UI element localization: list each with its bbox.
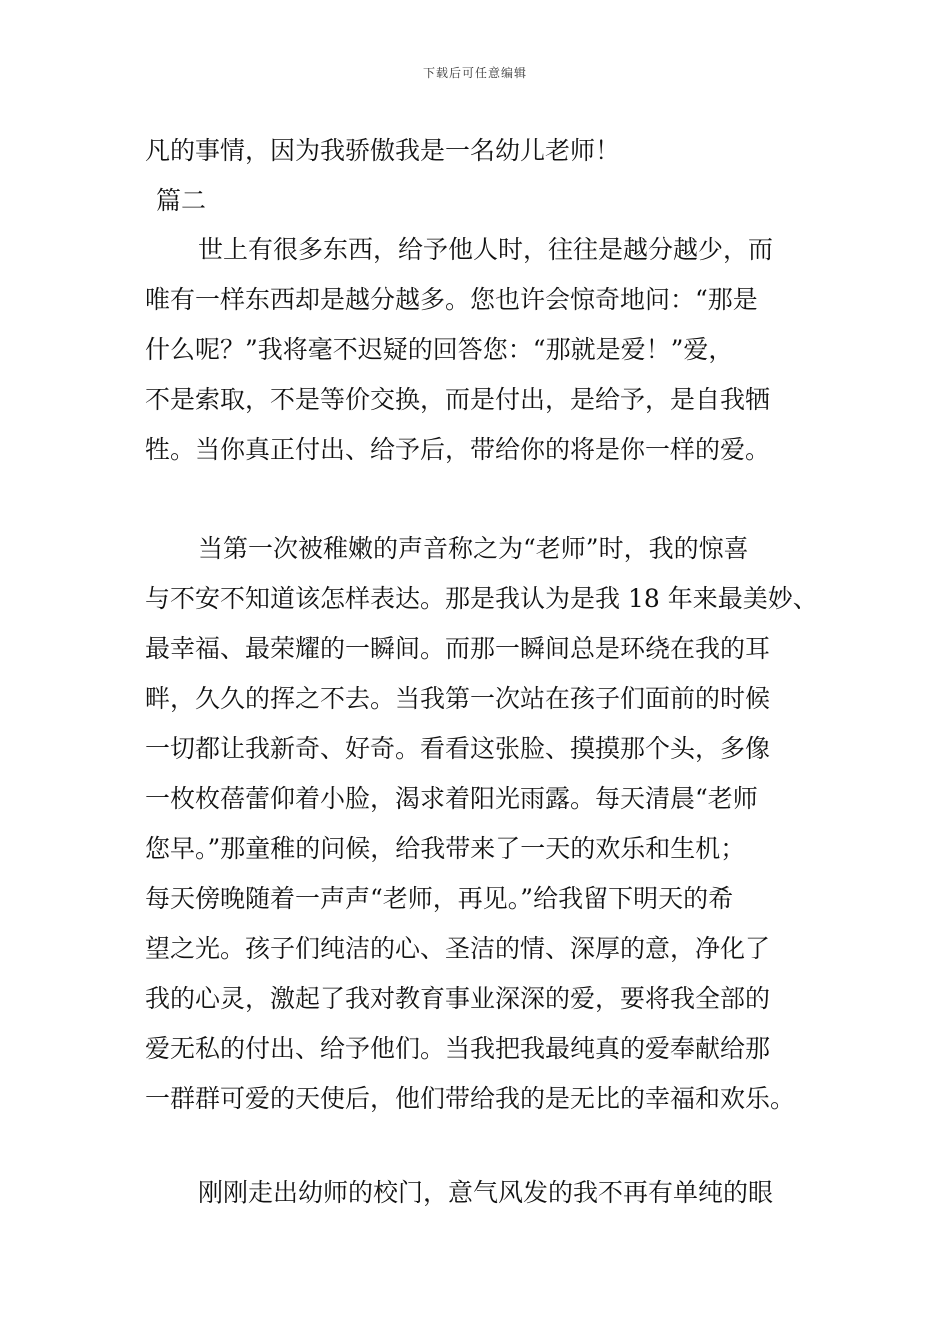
text-line: 刚刚走出幼师的校门，意气风发的我不再有单纯的眼 — [198, 1178, 774, 1207]
text-line: 世上有很多东西，给予他人时，往往是越分越少，而 — [198, 235, 774, 264]
text-line: 您早。”那童稚的问候，给我带来了一天的欢乐和生机； — [145, 834, 746, 863]
text-line: 与不安不知道该怎样表达。那是我认为是我 18 年来最美妙、 — [145, 584, 818, 613]
text-line: 每天傍晚随着一声声“老师，再见。”给我留下明天的希 — [145, 884, 734, 913]
page-header: 下载后可任意编辑 — [422, 66, 527, 80]
paragraph-3 — [145, 1168, 835, 1218]
text-line: 最幸福、最荣耀的一瞬间。而那一瞬间总是环绕在我的耳 — [145, 634, 771, 663]
text-line: 爱无私的付出、给予他们。当我把我最纯真的爱奉献给那 — [145, 1034, 771, 1063]
text-line: 凡的事情，因为我骄傲我是一名幼儿老师！ — [145, 136, 621, 165]
text-line: 不是索取，不是等价交换，而是付出，是给予，是自我牺 — [145, 385, 771, 414]
section-heading: 篇二 — [156, 186, 207, 215]
text-line: 一切都让我新奇、好奇。看看这张脸、摸摸那个头，多像 — [145, 734, 771, 763]
text-line: 望之光。孩子们纯洁的心、圣洁的情、深厚的意，净化了 — [145, 934, 771, 963]
text-line: 畔，久久的挥之不去。当我第一次站在孩子们面前的时候 — [145, 684, 771, 713]
text-line: 我的心灵，激起了我对教育事业深深的爱，要将我全部的 — [145, 984, 771, 1013]
text-line: 当第一次被稚嫩的声音称之为“老师”时，我的惊喜 — [198, 534, 749, 563]
paragraph-2 — [145, 524, 835, 1124]
text-line: 什么呢？”我将毫不迟疑的回答您：“那就是爱！”爱， — [145, 335, 734, 364]
text-line: 一群群可爱的天使后，他们带给我的是无比的幸福和欢乐。 — [145, 1084, 796, 1113]
text-line: 一枚枚蓓蕾仰着小脸，渴求着阳光雨露。每天清晨“老师 — [145, 784, 758, 813]
text-line: 牲。当你真正付出、给予后，带给你的将是你一样的爱。 — [145, 435, 771, 464]
continuation-text — [145, 126, 835, 226]
paragraph-1 — [145, 225, 835, 475]
text-line: 唯有一样东西却是越分越多。您也许会惊奇地问：“那是 — [145, 285, 758, 314]
